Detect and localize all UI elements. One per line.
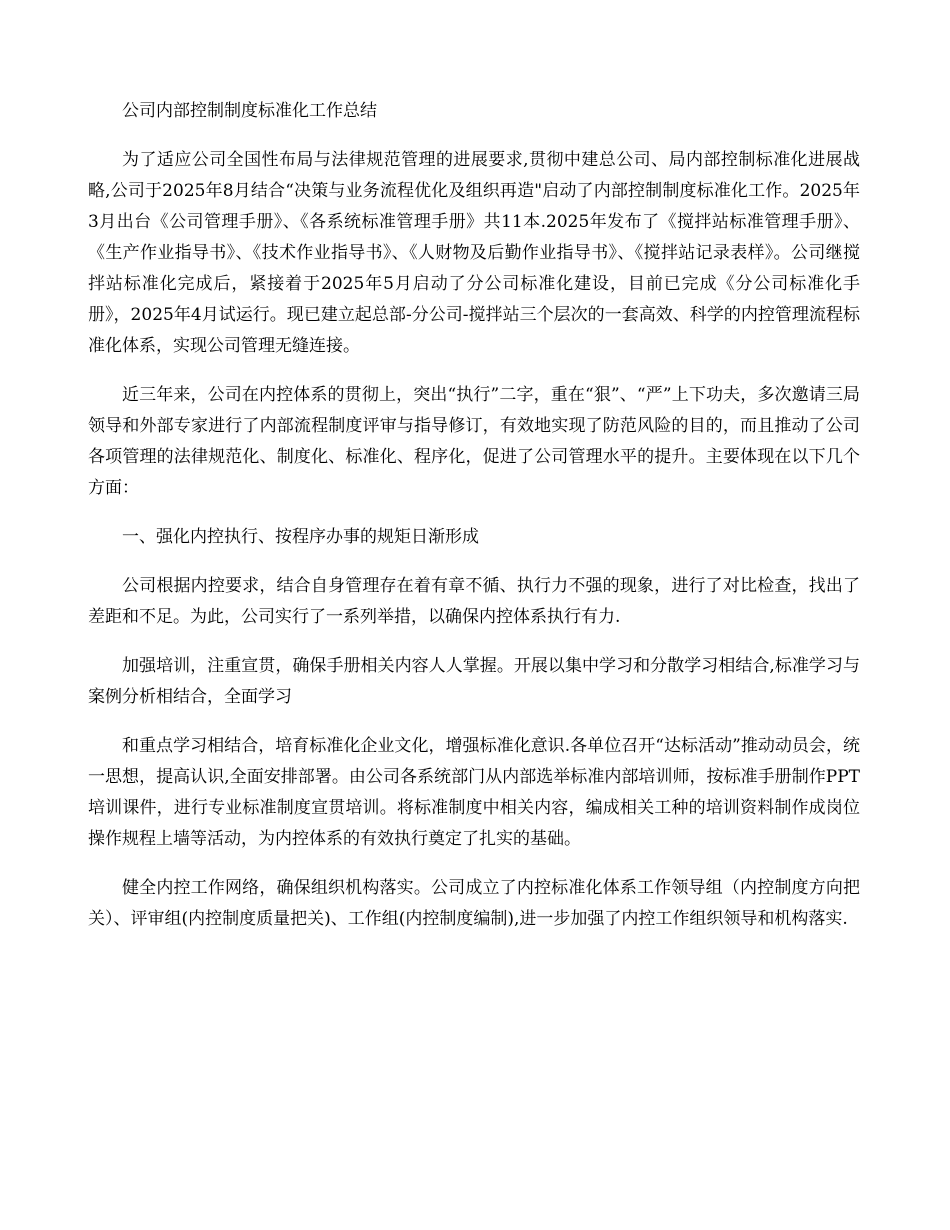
section-heading-1: 一、强化内控执行、按程序办事的规矩日渐形成 bbox=[122, 527, 479, 547]
paragraph-requirements: 公司根据内控要求，结合自身管理存在着有章不循、执行力不强的现象，进行了对比检查，找出了差距和不足。为此，公司实行了一系列举措，以确保内控体系执行有力. bbox=[88, 576, 860, 627]
paragraph-three-years: 近三年来，公司在内控体系的贯彻上，突出“执行”二字，重在“狠”、“严”上下功夫，多次邀请三局领导和外部专家进行了内部流程制度评审与指导修订，有效地实现了防范风险的目的，而且推动了公司各项管理的法律规范化、制度化、标准化、程序化，促进了公司管理水平的提升。主要体现在以下几个方面： bbox=[88, 385, 860, 498]
document-page bbox=[88, 96, 860, 953]
paragraph-culture: 和重点学习相结合，培育标准化企业文化，增强标准化意识.各单位召开“达标活动”推动动员会，统一思想，提高认识,全面安排部署。由公司各系统部门从内部选举标准内部培训师，按标准手册制作PPT培训课件，进行专业标准制度宣贯培训。将标准制度中相关内容，编成相关工种的培训资料制作成岗位操作规程上墙等活动，为内控体系的有效执行奠定了扎实的基础。 bbox=[88, 736, 860, 849]
paragraph-training: 加强培训，注重宣贯，确保手册相关内容人人掌握。开展以集中学习和分散学习相结合,标准学习与案例分析相结合，全面学习 bbox=[88, 656, 860, 707]
paragraph-network: 健全内控工作网络，确保组织机构落实。公司成立了内控标准化体系工作领导组（内控制度方向把关）、评审组(内控制度质量把关)、工作组(内控制度编制),进一步加强了内控工作组织领导和机构落实. bbox=[88, 878, 860, 929]
paragraph-intro: 为了适应公司全国性布局与法律规范管理的进展要求,贯彻中建总公司、局内部控制标准化进展战略,公司于2025年8月结合“决策与业务流程优化及组织再造"启动了内部控制制度标准化工作。2025年3月出台《公司管理手册》、《各系统标准管理手册》共11本.2025年发布了《搅拌站标准管理手册》、《生产作业指导书》、《技术作业指导书》、《人财物及后勤作业指导书》、《搅拌站记录表样》。公司继搅拌站标准化完成后，紧接着于2025年5月启动了分公司标准化建设，目前已完成《分公司标准化手册》，2025年4月试运行。现已建立起总部-分公司-搅拌站三个层次的一套高效、科学的内控管理流程标准化体系，实现公司管理无缝连接。 bbox=[88, 150, 860, 356]
document-title: 公司内部控制制度标准化工作总结 bbox=[122, 101, 377, 121]
